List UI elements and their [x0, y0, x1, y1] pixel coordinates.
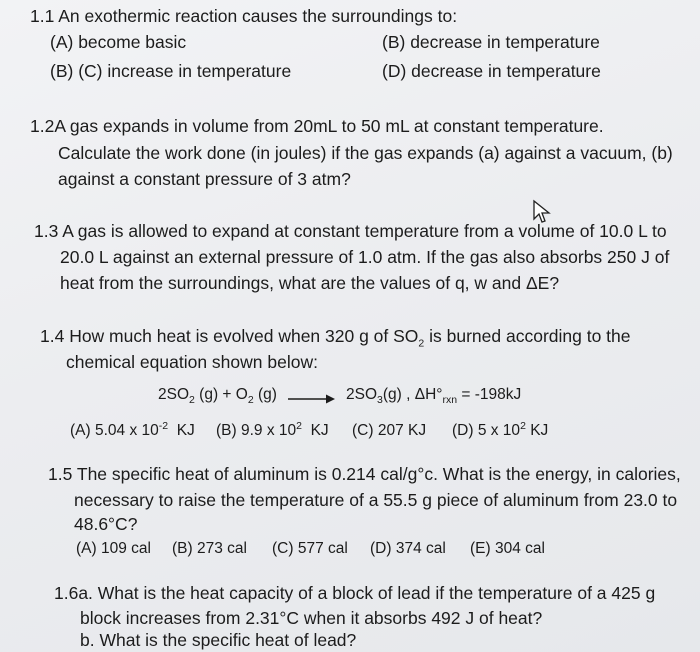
q1-5-option-c: (C) 577 cal: [272, 540, 348, 557]
eq-so2-subscript: 2: [189, 394, 195, 407]
q1-4-line2: chemical equation shown below:: [66, 352, 318, 372]
eq-left-part3: (g): [253, 386, 277, 403]
q1-5-option-d: (D) 374 cal: [370, 540, 446, 557]
q1-4-line1-pre: 1.4 How much heat is evolved when 320 g of SO: [40, 326, 419, 346]
q1-1-question: 1.1 An exothermic reaction causes the surroundings to:: [30, 6, 458, 26]
q1-1-option-d: (D) decrease in temperature: [382, 61, 601, 81]
opt-d-unit: KJ: [530, 422, 549, 439]
q1-5-option-e: (E) 304 cal: [470, 540, 545, 557]
q1-4-option-c: (C) 207 KJ: [352, 422, 427, 439]
opt-a-unit: KJ: [176, 422, 195, 439]
q1-5-option-a: (A) 109 cal: [76, 540, 151, 557]
opt-a-exponent: -2: [158, 419, 169, 432]
eq-right-part2: (g) , ΔH°: [382, 386, 443, 403]
q1-1-option-a: (A) become basic: [50, 32, 187, 52]
q1-4-option-d: [452, 419, 549, 440]
opt-b-unit: KJ: [310, 422, 329, 439]
q1-5-line3: 48.6°C?: [74, 514, 138, 534]
eq-right-part3: = -198kJ: [457, 386, 522, 403]
q1-4-so2-subscript: 2: [418, 337, 425, 350]
q1-4-line1-post: is burned according to the: [424, 326, 631, 346]
eq-so3-subscript: 3: [377, 394, 383, 407]
eq-rxn-subscript: rxn: [442, 394, 458, 407]
eq-left-part1: 2SO: [158, 386, 190, 403]
opt-b-base: (B) 9.9 x 10: [216, 422, 297, 439]
q1-5-line2: necessary to raise the temperature of a 55.5 g piece of aluminum from 23.0 to: [74, 490, 678, 510]
eq-right-part1: 2SO: [346, 386, 378, 403]
opt-b-exponent: 2: [296, 419, 302, 432]
q1-4-equation-left: [158, 386, 277, 407]
q1-3-line1: 1.3 A gas is allowed to expand at constant temperature from a volume of 10.0 L to: [34, 221, 667, 241]
q1-4-line1: [40, 326, 631, 350]
q1-4-equation-right: [346, 386, 522, 407]
q1-5-option-b: (B) 273 cal: [172, 540, 247, 557]
eq-left-part2: (g) + O: [194, 386, 248, 403]
eq-o2-subscript: 2: [247, 394, 254, 407]
q1-6-line1: 1.6a. What is the heat capacity of a block of lead if the temperature of a 425 g: [54, 583, 656, 603]
q1-6-line2: block increases from 2.31°C when it absorbs 492 J of heat?: [80, 608, 543, 628]
q1-4-option-a: [70, 419, 195, 440]
q1-2-line1: 1.2A gas expands in volume from 20mL to 50 mL at constant temperature.: [30, 116, 604, 136]
q1-3-line3: heat from the surroundings, what are the values of q, w and ΔE?: [60, 273, 560, 293]
q1-5-line1: 1.5 The specific heat of aluminum is 0.214 cal/g°c. What is the energy, in calories,: [48, 464, 681, 484]
q1-1-option-b: (B) decrease in temperature: [382, 32, 600, 52]
q1-4-option-b: [216, 419, 329, 440]
q1-3-line2: 20.0 L against an external pressure of 1.0 atm. If the gas also absorbs 250 J of: [60, 247, 670, 267]
q1-1-option-c: (B) (C) increase in temperature: [50, 61, 292, 81]
q1-6-line3: b. What is the specific heat of lead?: [80, 630, 357, 650]
opt-d-base: (D) 5 x 10: [452, 422, 521, 439]
reaction-arrow-icon: [288, 393, 336, 405]
opt-a-base: (A) 5.04 x 10: [70, 422, 159, 439]
q1-2-line3: against a constant pressure of 3 atm?: [58, 169, 351, 189]
q1-2-line2: Calculate the work done (in joules) if the gas expands (a) against a vacuum, (b): [58, 143, 673, 163]
opt-d-exponent: 2: [520, 419, 526, 432]
